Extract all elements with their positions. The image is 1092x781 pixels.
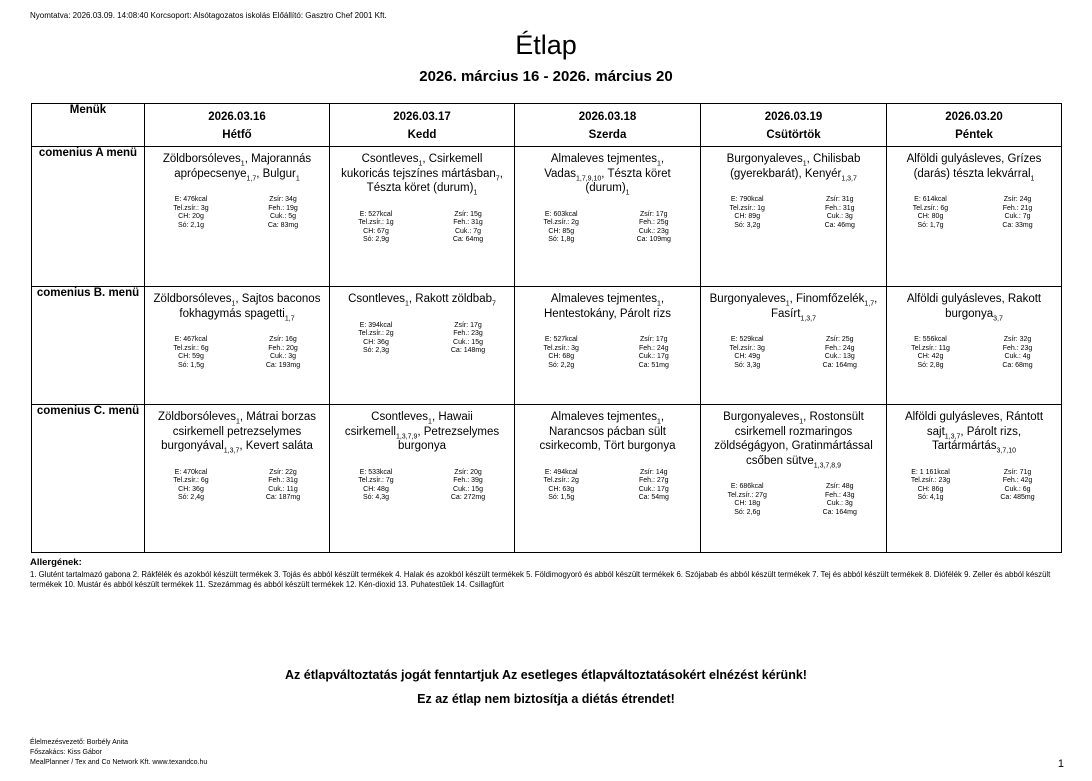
dish-text: , Kevert saláta [239, 440, 313, 452]
nutrition-line: Ca: 485mg [1000, 494, 1035, 501]
nutrition-line: Feh.: 25g [638, 219, 669, 226]
nutrition-line: Zsír: 17g [454, 321, 482, 329]
disclaimer-diet: Ez az étlap nem biztosítja a diétás étrendet! [417, 692, 675, 706]
nutrition-column [701, 483, 794, 517]
dish-name [330, 405, 514, 454]
dish-text: Csontleves [371, 411, 429, 423]
allergens-heading: Allergének: [30, 557, 82, 568]
nutrition-line: Ca: 164mg [822, 361, 857, 369]
day-name: Hétfő [222, 129, 252, 141]
nutrition-line: Cuk.: 3g [826, 213, 853, 220]
nutrition-column [794, 196, 887, 230]
nutrition-line: Ca: 109mg [636, 236, 671, 243]
dish-name [515, 287, 700, 321]
nutrition-column [794, 483, 887, 517]
allergen-subscript: 1 [236, 418, 240, 426]
weekly-menu-table [31, 103, 1062, 553]
dish-text: Burgonyaleves [723, 411, 800, 423]
allergen-subscript: 1 [231, 300, 236, 308]
nutrition-line: E: 603kcal [544, 210, 578, 218]
allergen-subscript: 1,3,7 [800, 314, 816, 322]
allergen-subscript: 1 [799, 418, 804, 426]
nutrition-column [887, 469, 974, 503]
footer-food-manager: Élelmezésvezető: Borbély Anita [30, 739, 129, 746]
nutrition-line: Ca: 64mg [452, 236, 484, 243]
dish-name [515, 147, 700, 196]
nutrition-line: CH: 49g [734, 353, 761, 360]
nutrition-block [515, 469, 700, 503]
nutrition-line: Tel.zsír.: 11g [911, 344, 950, 352]
dish-name [145, 287, 329, 321]
nutrition-column [608, 336, 701, 370]
nutrition-line: Zsír: 16g [269, 336, 297, 343]
meal-cell [515, 147, 701, 287]
nutrition-column [887, 196, 974, 230]
dish-text: , Párolt rizs, Tartármártás [931, 425, 1022, 452]
nutrition-line: Feh.: 20g [268, 344, 298, 352]
menu-row [32, 405, 1062, 553]
nutrition-column [237, 336, 329, 370]
nutrition-line: Só: 1,7g [917, 221, 944, 229]
meal-cell [145, 405, 330, 553]
day-name: Csütörtök [766, 129, 821, 141]
nutrition-line: Feh.: 39g [453, 477, 483, 484]
nutrition-line: Cuk.: 15g [453, 485, 483, 493]
nutrition-column [237, 196, 329, 230]
nutrition-line: Cuk.: 7g [454, 227, 482, 235]
nutrition-line: E: 790kcal [730, 196, 764, 203]
nutrition-column [974, 336, 1061, 370]
meal-cell [887, 147, 1062, 287]
nutrition-column [608, 469, 701, 503]
nutrition-line: Ca: 46mg [824, 221, 855, 229]
nutrition-block [330, 211, 514, 245]
nutrition-block [330, 322, 514, 356]
nutrition-line: Ca: 272mg [450, 494, 486, 501]
day-name: Szerda [588, 129, 627, 141]
meal-cell [701, 405, 887, 553]
allergen-subscript: 1 [240, 160, 245, 168]
allergen-subscript: 3,7,10 [996, 447, 1016, 455]
allergen-subscript: 1 [657, 300, 661, 308]
dish-text: , Vadas [544, 153, 665, 180]
dish-text: Zöldborsóleves [158, 411, 236, 423]
nutrition-column [145, 469, 237, 503]
nutrition-line: E: 556kcal [914, 336, 947, 343]
page-title: Étlap [515, 30, 577, 60]
nutrition-block [515, 336, 700, 370]
day-header [515, 104, 701, 147]
allergen-subscript: 1,3,7,8,9 [813, 461, 841, 469]
dish-text: Almaleves tejmentes [550, 293, 657, 305]
dish-text: , Finomfőzelék [789, 293, 865, 305]
dish-text: Alföldi gulyásleves, Rakott burgonya [906, 293, 1042, 320]
day-date: 2026.03.17 [393, 111, 451, 123]
nutrition-block [887, 196, 1061, 230]
nutrition-column [330, 322, 422, 356]
day-name: Kedd [407, 129, 437, 141]
dish-text: Burgonyaleves [726, 153, 803, 165]
meal-cell [330, 147, 515, 287]
nutrition-line: Zsír: 48g [825, 483, 854, 490]
dish-name [701, 287, 886, 321]
nutrition-line: Só: 3,2g [734, 221, 761, 229]
dish-text: , Hawaii csirkemell [344, 411, 473, 438]
allergen-subscript: 1,3,7 [223, 447, 240, 455]
nutrition-line: E: 529kcal [730, 336, 764, 343]
allergen-subscript: 1 [473, 189, 478, 197]
nutrition-line: Ca: 54mg [638, 494, 669, 501]
menu-row [32, 287, 1062, 405]
nutrition-line: E: 467kcal [174, 336, 208, 343]
nutrition-block [330, 469, 514, 503]
nutrition-line: Zsír: 17g [639, 210, 668, 218]
dish-text: , Hentestokány, Párolt rizs [544, 293, 671, 320]
nutrition-line: Só: 4,3g [362, 494, 390, 501]
allergen-subscript: 1 [802, 160, 807, 168]
nutrition-line: E: 494kcal [544, 468, 578, 476]
nutrition-line: E: 470kcal [174, 468, 208, 476]
nutrition-line: Ca: 148mg [450, 347, 486, 354]
dish-text: Zöldborsóleves [162, 153, 241, 165]
dish-name [701, 405, 886, 468]
allergen-subscript: 1,7 [284, 314, 295, 322]
nutrition-line: Zsír: 22g [269, 468, 297, 476]
meal-cell [701, 147, 887, 287]
nutrition-line: Cuk.: 6g [1004, 485, 1031, 493]
nutrition-line: CH: 86g [917, 485, 944, 493]
dish-name [887, 405, 1061, 454]
menu-row-label: comenius B. menü [32, 287, 145, 405]
nutrition-line: Tel.zsír.: 6g [912, 204, 949, 212]
nutrition-column [330, 211, 422, 245]
nutrition-column [330, 469, 422, 503]
nutrition-line: Zsír: 71g [1003, 468, 1032, 476]
nutrition-line: Cuk.: 15g [453, 338, 483, 346]
nutrition-column [422, 469, 514, 503]
day-date: 2026.03.19 [764, 111, 823, 123]
allergen-subscript: 7 [492, 300, 496, 308]
nutrition-line: Tel.zsír.: 23g [910, 477, 951, 484]
dish-text: , Fasírt [771, 293, 878, 320]
nutrition-line: E: 527kcal [359, 210, 393, 218]
day-header [887, 104, 1062, 147]
nutrition-column [974, 196, 1061, 230]
nutrition-line: Feh.: 19g [268, 204, 298, 212]
meal-cell [887, 405, 1062, 553]
dish-text: , Sajtos baconos fokhagymás spagetti [179, 293, 321, 320]
nutrition-line: Tel.zsír.: 1g [729, 204, 765, 212]
table-header-row [32, 104, 1062, 147]
day-date: 2026.03.18 [578, 111, 637, 123]
allergen-subscript: 1,3,7,9 [395, 432, 418, 440]
dish-text: , Mátrai borzas csirkemell petrezselymes burgonyával [161, 411, 316, 452]
nutrition-block [701, 483, 886, 517]
dish-text: , Tészta köret (durum) [585, 167, 671, 194]
nutrition-line: CH: 36g [178, 485, 204, 493]
nutrition-line: CH: 42g [917, 353, 944, 360]
nutrition-line: Tel.zsír.: 27g [727, 491, 767, 499]
nutrition-block [887, 469, 1061, 503]
day-header [330, 104, 515, 147]
allergen-subscript: 1 [785, 300, 790, 308]
nutrition-line: Zsír: 32g [1003, 336, 1032, 343]
nutrition-line: Tel.zsír.: 3g [173, 204, 209, 212]
nutrition-line: Feh.: 27g [638, 477, 669, 484]
nutrition-line: Tel.zsír.: 6g [173, 477, 209, 484]
allergen-subscript: 1,7 [246, 174, 257, 182]
nutrition-line: Zsír: 20g [454, 468, 482, 476]
allergen-subscript: 1 [404, 300, 409, 308]
nutrition-line: E: 686kcal [730, 483, 764, 490]
nutrition-block [145, 196, 329, 230]
nutrition-line: E: 1 161kcal [911, 468, 950, 476]
dish-text: , Rostonsült csirkemell rozmaringos zöldségágyon, Gratinmártással csőben sütve [714, 411, 873, 467]
menu-row-label: comenius C. menü [32, 405, 145, 553]
nutrition-line: Só: 2,8g [917, 361, 944, 369]
dish-text: , Rakott zöldbab [408, 293, 492, 305]
nutrition-line: Zsír: 25g [825, 336, 854, 343]
nutrition-line: Cuk.: 11g [268, 485, 298, 493]
day-header [701, 104, 887, 147]
nutrition-column [515, 469, 608, 503]
nutrition-line: Zsír: 14g [639, 468, 668, 476]
dish-text: Alföldi gulyásleves, Rántott sajt [904, 411, 1044, 438]
nutrition-line: Feh.: 43g [824, 491, 855, 499]
nutrition-line: Ca: 83mg [267, 221, 299, 229]
dish-name [145, 405, 329, 454]
nutrition-line: E: 533kcal [359, 468, 393, 476]
nutrition-line: Zsír: 17g [639, 336, 668, 343]
nutrition-line: CH: 59g [178, 353, 204, 360]
nutrition-line: Tel.zsír.: 7g [358, 477, 394, 484]
nutrition-column [974, 469, 1061, 503]
day-date: 2026.03.20 [945, 111, 1003, 123]
nutrition-line: Ca: 33mg [1002, 221, 1033, 229]
nutrition-block [701, 336, 886, 370]
allergen-subscript: 1,3,7 [841, 174, 857, 182]
nutrition-line: Só: 2,2g [548, 361, 575, 369]
nutrition-block [701, 196, 886, 230]
nutrition-line: CH: 36g [363, 338, 389, 346]
nutrition-line: Cuk.: 5g [269, 213, 297, 220]
nutrition-line: Só: 2,3g [362, 347, 390, 354]
allergen-subscript: 3,7 [993, 314, 1003, 322]
allergen-subscript: 1 [625, 189, 630, 197]
dish-name [701, 147, 886, 181]
nutrition-block [145, 336, 329, 370]
menu-column-header: Menük [32, 104, 145, 147]
date-range-subtitle: 2026. március 16 - 2026. március 20 [419, 68, 673, 85]
nutrition-line: Ca: 51mg [638, 361, 669, 369]
dish-text: Zöldborsóleves [153, 293, 232, 305]
nutrition-line: Cuk.: 4g [1004, 353, 1031, 360]
nutrition-block [145, 469, 329, 503]
nutrition-line: E: 527kcal [544, 336, 578, 343]
nutrition-line: Feh.: 24g [638, 344, 669, 352]
menu-row-label: comenius A menü [32, 147, 145, 287]
dish-text: , Petrezselymes burgonya [398, 425, 500, 452]
day-date: 2026.03.16 [208, 111, 266, 123]
meal-cell [330, 405, 515, 553]
nutrition-line: Ca: 164mg [822, 508, 857, 516]
nutrition-column [145, 336, 237, 370]
allergen-subscript: 1 [295, 174, 300, 182]
nutrition-line: Tel.zsír.: 3g [543, 344, 579, 352]
nutrition-line: Feh.: 21g [1002, 204, 1033, 212]
nutrition-line: CH: 48g [363, 485, 389, 493]
disclaimer-change-rights: Az étlapváltoztatás jogát fenntartjuk Az esetleges étlapváltoztatásokért elnézést kérünk! [285, 668, 807, 682]
nutrition-line: Tel.zsír.: 2g [543, 477, 579, 484]
meal-cell [515, 287, 701, 405]
nutrition-line: CH: 63g [548, 485, 575, 493]
nutrition-line: CH: 80g [917, 213, 944, 220]
nutrition-column [701, 336, 794, 370]
meal-cell [145, 147, 330, 287]
allergens-list: 1. Glutént tartalmazó gabona 2. Rákfélék és azokból készült termékek 3. Tojás és abból készült termékek 4. Halak és azokból készült termékek 5. Földimogyoró és abból készült termékek 6. Szójabab és abból készült termékek 7. Tej és abból készült termékek 8. Diófélék 9. Zeller és abból készült termékek 10. Mustár és abból készült termékek 11. Szezámmag és abból készült termékek 12. Kén-dioxid 13. Puhatestűek 14. Csillagfürt [30, 570, 1051, 589]
meal-cell [887, 287, 1062, 405]
menu-row [32, 147, 1062, 287]
nutrition-column [515, 336, 608, 370]
nutrition-line: Só: 2,6g [734, 508, 761, 516]
nutrition-line: Ca: 187mg [265, 494, 301, 501]
dish-text: , Majorannás aprópecsenye [174, 153, 312, 180]
footer-head-chef: Főszakács: Kiss Gábor [30, 749, 102, 756]
nutrition-column [422, 322, 514, 356]
nutrition-line: Só: 2,4g [177, 494, 205, 501]
nutrition-line: Zsír: 24g [1003, 196, 1032, 203]
nutrition-block [887, 336, 1061, 370]
nutrition-line: Zsír: 15g [454, 210, 482, 218]
footer-signatures [30, 738, 207, 768]
nutrition-line: Só: 2,9g [362, 236, 390, 243]
day-header [145, 104, 330, 147]
dish-name [330, 147, 514, 196]
nutrition-line: Só: 1,5g [548, 494, 575, 501]
allergen-subscript: 1,3,7 [944, 432, 961, 440]
nutrition-line: Zsír: 31g [825, 196, 854, 203]
nutrition-line: Ca: 68mg [1002, 361, 1033, 369]
dish-text: , Tészta köret (durum) [366, 167, 503, 194]
allergen-subscript: 1 [657, 160, 661, 168]
allergen-subscript: 1 [418, 160, 423, 168]
dish-text: Csontleves [348, 293, 405, 305]
nutrition-line: Só: 1,8g [548, 236, 575, 243]
nutrition-line: Cuk.: 17g [638, 353, 669, 360]
nutrition-block [515, 211, 700, 245]
nutrition-line: E: 476kcal [174, 196, 208, 203]
nutrition-line: Zsír: 34g [269, 196, 297, 203]
meal-cell [515, 405, 701, 553]
nutrition-line: Só: 2,1g [177, 221, 205, 229]
nutrition-line: Só: 1,5g [177, 361, 205, 369]
dish-text: Csontleves [361, 153, 419, 165]
dish-name [515, 405, 700, 454]
allergen-subscript: 1 [428, 418, 432, 426]
dish-text: Almaleves tejmentes [550, 411, 657, 423]
nutrition-line: Feh.: 42g [1002, 477, 1033, 484]
nutrition-line: CH: 20g [178, 213, 204, 220]
allergen-subscript: 1 [1030, 174, 1035, 182]
nutrition-line: Tel.zsír.: 2g [543, 219, 579, 226]
nutrition-column [887, 336, 974, 370]
dish-text: , Csirkemell kukoricás tejszínes mártásban [341, 153, 496, 180]
nutrition-line: Feh.: 31g [268, 477, 298, 484]
nutrition-line: Cuk.: 13g [824, 353, 855, 360]
meal-cell [330, 287, 515, 405]
nutrition-line: CH: 89g [734, 213, 761, 220]
nutrition-line: Feh.: 31g [824, 204, 855, 212]
nutrition-line: E: 614kcal [914, 196, 947, 203]
nutrition-line: Tel.zsír.: 1g [358, 219, 394, 226]
nutrition-line: CH: 85g [548, 227, 575, 235]
nutrition-column [145, 196, 237, 230]
nutrition-line: Cuk.: 17g [638, 485, 669, 493]
allergen-subscript: 1,7,9,10 [575, 174, 602, 182]
nutrition-line: Feh.: 23g [1002, 344, 1033, 352]
nutrition-column [422, 211, 514, 245]
allergen-subscript: 1 [657, 418, 661, 426]
meal-cell [145, 287, 330, 405]
nutrition-line: Só: 3,3g [734, 361, 761, 369]
nutrition-line: Cuk.: 7g [1004, 213, 1031, 220]
print-info-line: Nyomtatva: 2026.03.09. 14:08:40 Korcsoport: Alsótagozatos iskolás Előállító: Gasztro Chef 2001 Kft. [30, 11, 387, 20]
nutrition-line: Ca: 193mg [265, 361, 301, 369]
allergen-subscript: 1,7 [864, 300, 875, 308]
nutrition-line: CH: 18g [734, 500, 761, 507]
nutrition-line: Feh.: 31g [453, 219, 483, 226]
meal-cell [701, 287, 887, 405]
dish-text: Alföldi gulyásleves, Grízes (darás) tészta lekvárral [906, 153, 1042, 180]
nutrition-line: Cuk.: 3g [826, 500, 853, 507]
dish-text: , Bulgur [256, 167, 296, 180]
dish-name [330, 287, 514, 307]
dish-name [145, 147, 329, 181]
nutrition-line: Cuk.: 3g [269, 353, 297, 360]
dish-text: Burgonyaleves [709, 293, 786, 305]
nutrition-column [608, 211, 701, 245]
nutrition-line: E: 394kcal [359, 321, 393, 329]
nutrition-line: CH: 67g [363, 227, 389, 235]
dish-text: Almaleves tejmentes [550, 153, 657, 165]
nutrition-column [237, 469, 329, 503]
dish-name [887, 147, 1061, 181]
nutrition-column [794, 336, 887, 370]
allergen-subscript: 7 [495, 174, 500, 182]
nutrition-line: CH: 68g [548, 353, 575, 360]
day-name: Péntek [955, 129, 993, 141]
nutrition-line: Só: 4,1g [917, 494, 944, 501]
nutrition-column [701, 196, 794, 230]
nutrition-line: Feh.: 23g [453, 330, 483, 337]
nutrition-line: Cuk.: 23g [638, 227, 669, 235]
nutrition-line: Tel.zsír.: 2g [358, 330, 394, 337]
nutrition-line: Feh.: 24g [824, 344, 855, 352]
nutrition-line: Tel.zsír.: 6g [173, 344, 209, 352]
footer-software-credit: MealPlanner / Tex and Co Network Kft. www.texandco.hu [30, 759, 208, 766]
allergens-section [30, 557, 1065, 590]
page-number: 1 [1057, 758, 1064, 770]
dish-text: , Chilisbab (gyerekbarát), Kenyér [730, 153, 861, 180]
nutrition-column [515, 211, 608, 245]
nutrition-line: Tel.zsír.: 3g [729, 344, 765, 352]
dish-text: , Narancsos pácban sült csirkecomb, Tört burgonya [539, 411, 676, 452]
dish-name [887, 287, 1061, 321]
